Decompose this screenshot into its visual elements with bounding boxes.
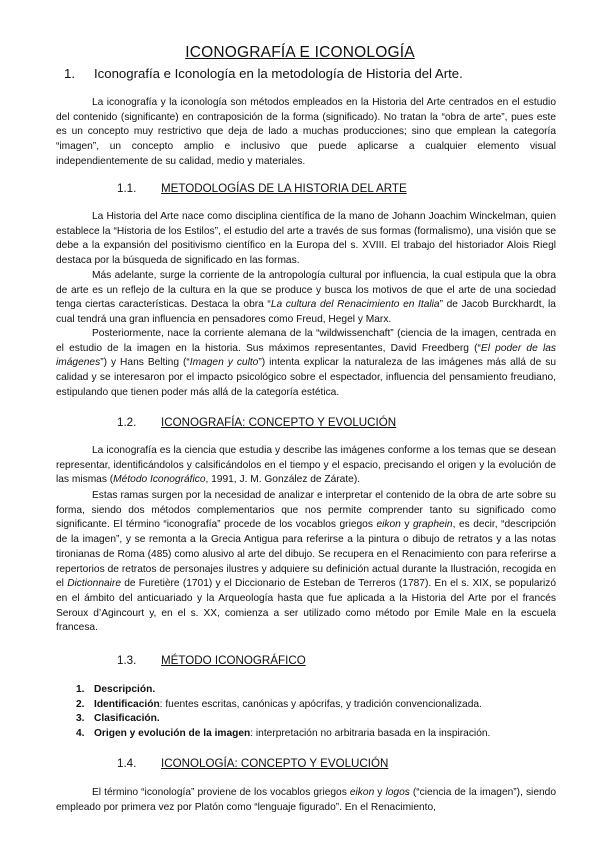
paragraph-1-2-b: Estas ramas surgen por la necesidad de analizar e interpretar el contenido de la obra de arte sobre su forma, siendo dos métodos complementarios que nos permite comprender tanto su significado como significante. El término “iconografía” procede de los vocablos griegos eikon y graphein, es decir, “descripción de la imagen”, y se remonta a la Grecia Antigua para referirse a la pintura o dibujo de retratos y a las notas tironianas de Roma (485) como alusivo al arte del dibujo. Se recupera en el Renacimiento con para referirse a repertorios de retratos de personajes ilustres y adquiere su definición actual durante la Ilustración, recogida en el Dictionnaire de Furetière (1701) y el Diccionario de Esteban de Terreros (1787). En el s. XIX, se popularizó en el ámbito del anticuariado y la Arqueología hasta que fue aplicada a la Historia del Arte por el francés Seroux d’Agincourt y, en el s. XX, comienza a ser utilizado como método por Emile Male en la escuela francesa. xyxy=(56,490,556,634)
intro-paragraph: La iconografía y la iconología son métodos empleados en la Historia del Arte centrados en el estudio del contenido (significante) en contraposición de la forma (significado). No tratan la “obra de arte”, pues este es un concepto muy restrictivo que deja de lado a muchas producciones; sino que emplean la categoría “imagen”, un concepto amplio e inclusivo que puede aplicarse a cualquier elemento visual independientemente de su calidad, medio y materiales. xyxy=(56,97,556,167)
list-item: 3. Clasificación. xyxy=(76,713,160,725)
section-1-heading xyxy=(64,66,463,81)
iconographic-method-list xyxy=(76,683,490,742)
paragraph-1-4: El término “iconología” proviene de los vocablos griegos eikon y logos (“ciencia de la imagen”), siendo empleado por primera vez por Platón como “lenguaje figurado”. En el Renacimiento, xyxy=(56,787,556,813)
paragraph-1-1-c: Posteriormente, nace la corriente alemana de la “wildwissenchaft” (ciencia de la imagen, centrada en el estudio de la imagen en la historia. Sus máximos representantes, David Freedberg (“El poder de las imágenes”) y Hans Belting (“Imagen y culto”) intenta explicar la naturaleza de las imágenes más allá de su calidad y se interesaron por el impacto psicológico sobre el espectador, influencia del pensamiento freudiano, estipulando que tienen poder más allá de la categoría estética. xyxy=(56,328,556,398)
document-title: ICONOGRAFÍA E ICONOLOGÍA xyxy=(185,44,415,61)
section-title: Iconografía e Iconología en la metodología de Historia del Arte. xyxy=(94,66,463,81)
paragraph-1-2-a: La iconografía es la ciencia que estudia y describe las imágenes conforme a los temas que se desean representar, identificándolos y calsificándolos en el tiempo y el espacio, precisando el origen y la evolución de las mismas (Método Iconográfico, 1991, J. M. González de Zárate). xyxy=(56,445,556,486)
subsection-1-1-heading: 1.1. METODOLOGÍAS DE LA HISTORIA DEL ARTE xyxy=(117,182,407,195)
list-item: 1. Descripción. xyxy=(76,684,156,695)
paragraph-1-1-b: Más adelante, surge la corriente de la antropología cultural por influencia, la cual estipula que la obra de arte es un reflejo de la cultura en la que se produce y busca los motivos de que el arte de una sociedad tenga ciertas características. Destaca la obra “La cultura del Renacimiento en Italia” de Jacob Burckhardt, la cual tendrá una gran influencia en pensadores como Freud, Hegel y Marx. xyxy=(56,270,556,326)
subsection-1-4-heading: 1.4. ICONOLOGÍA: CONCEPTO Y EVOLUCIÓN xyxy=(117,757,389,770)
paragraph-1-1-a: La Historia del Arte nace como disciplina científica de la mano de Johann Joachim Winckelman, quien establece la “Historia de los Estilos”, el estudio del arte a través de sus formas (formalismo), una visión que se debe a la expansión del positivismo científico en la Europa del s. XVIII. El trabajo del historiador Alois Riegl destaca por la búsqueda de significado en las formas. xyxy=(56,211,556,267)
subsection-1-2-heading: 1.2. ICONOGRAFÍA: CONCEPTO Y EVOLUCIÓN xyxy=(117,416,397,429)
section-number: 1. xyxy=(64,66,75,81)
list-item: 4. Origen y evolución de la imagen: interpretación no arbitraria basada en la inspiración. xyxy=(76,728,491,740)
subsection-1-3-heading: 1.3. MÉTODO ICONOGRÁFICO xyxy=(117,654,306,667)
list-item: 2. Identificación: fuentes escritas, canónicas y apócrifas, y tradición convencionalizada. xyxy=(76,698,482,710)
